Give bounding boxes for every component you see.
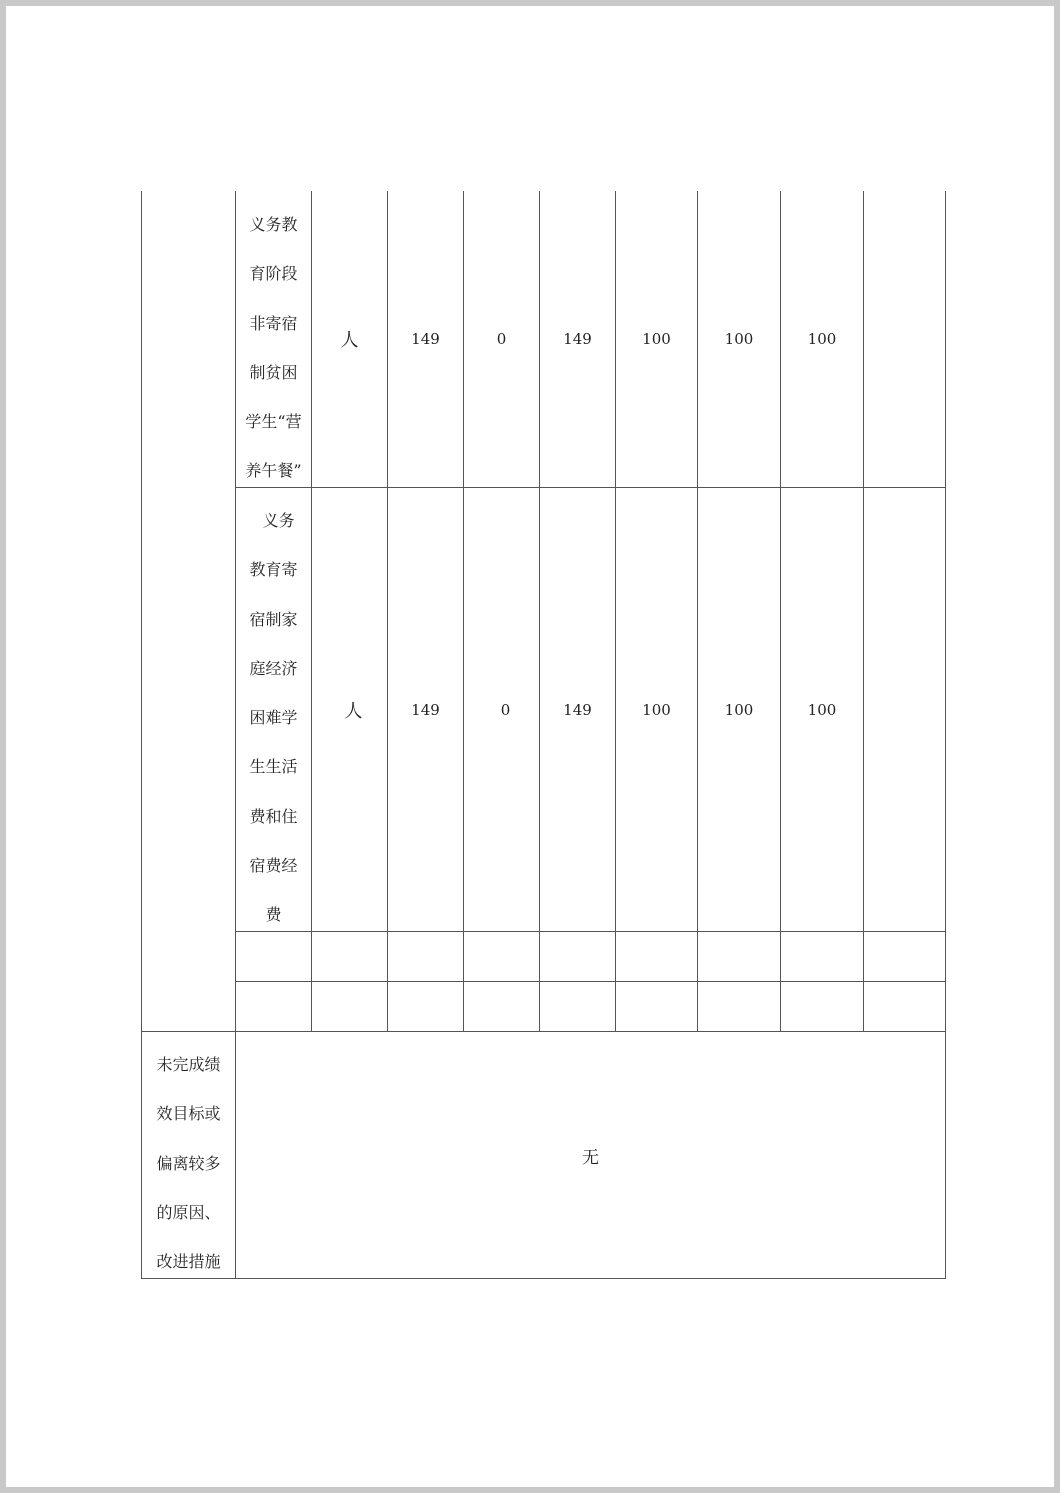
value-cell-row2-col4: 100	[642, 700, 671, 719]
value-cell-row1-col1: 149	[411, 330, 440, 348]
table-border-right	[945, 191, 946, 1279]
indicator-name-row2: 义务 教育寄 宿制家 庭经济 困难学 生生活 费和住 宿费经 费	[249, 511, 298, 925]
document-page	[6, 6, 1054, 1487]
value-cell-row2-col3: 149	[563, 700, 592, 719]
unit-cell-row2: 人	[344, 700, 363, 722]
value-cell-row1-col4: 100	[642, 330, 671, 348]
value-cell-row2-col6: 100	[807, 700, 837, 719]
value-cell-row2-col5: 100	[724, 700, 754, 719]
reason-label: 未完成绩 效目标或 偏离较多 的原因、 改进措施	[156, 1055, 221, 1272]
unit-cell-row1: 人	[340, 330, 359, 351]
value-cell-row2-col2: 0	[500, 700, 511, 719]
indicator-name-row1: 义务教 育阶段 非寄宿 制贫困 学生“营 养午餐”	[245, 215, 302, 481]
value-cell-row2-col1: 149	[411, 700, 440, 719]
value-cell-row1-col6: 100	[807, 330, 837, 348]
value-cell-row1-col2: 0	[496, 330, 507, 348]
value-cell-row1-col5: 100	[724, 330, 754, 348]
table-border-bottom	[141, 1278, 946, 1279]
reason-value: 无	[582, 1147, 599, 1168]
table-row-divider-3	[235, 981, 946, 982]
remark-cell-row1	[864, 191, 945, 487]
value-cell-row1-col3: 149	[563, 330, 592, 348]
remark-cell-row2	[864, 488, 945, 931]
table-row-divider-2	[235, 931, 946, 932]
